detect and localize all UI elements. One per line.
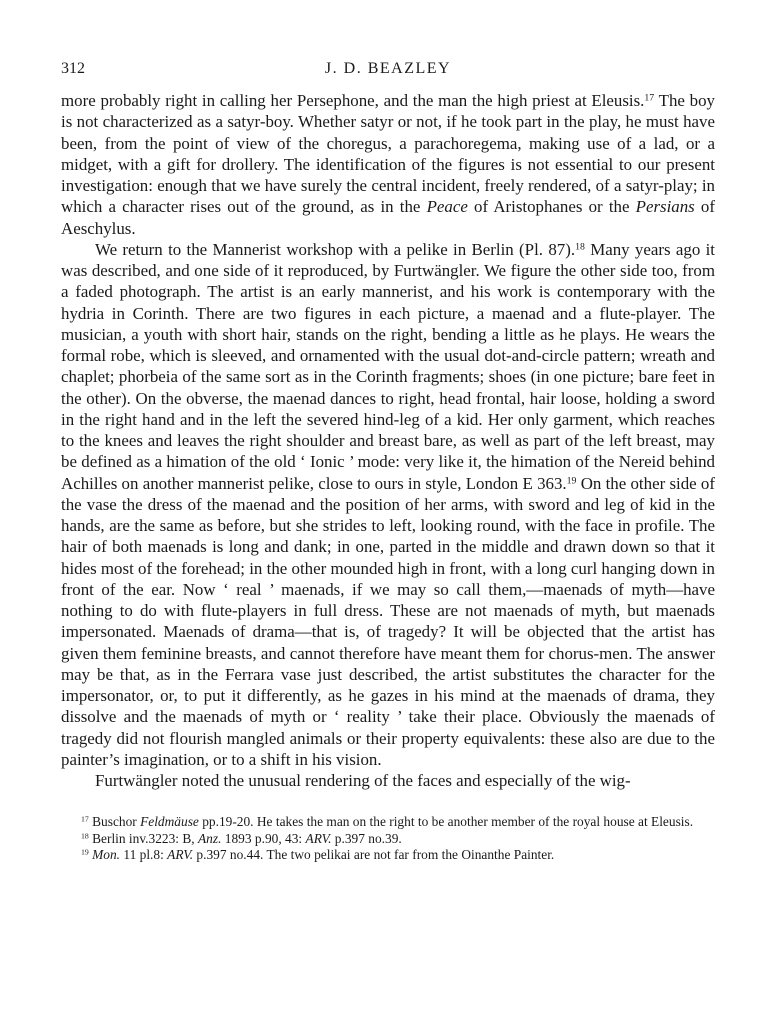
text-run: p.397 no.44. The two pelikai are not far from the Oinanthe Painter.	[193, 847, 555, 863]
text-run: 11 pl.8:	[120, 847, 168, 863]
italic-text: Peace	[426, 197, 468, 217]
italic-text: ARV.	[167, 847, 194, 863]
footnote-marker: 17	[644, 92, 655, 104]
text-run: of Aristophanes or the	[467, 197, 636, 217]
text-run: more probably right in calling her Persephone, and the man the high priest at Eleusis.	[61, 91, 645, 110]
paragraph	[61, 239, 715, 770]
footnote	[61, 831, 715, 848]
italic-text: Feldmäuse	[140, 814, 199, 830]
italic-text: Anz.	[198, 830, 222, 846]
footnote-marker: 17	[81, 814, 89, 824]
text-run: p.397 no.39.	[331, 830, 402, 846]
running-header	[61, 58, 715, 84]
italic-text: ARV.	[305, 830, 332, 846]
footnote-marker: 18	[575, 241, 585, 253]
text-run: The boy is not characterized as a satyr-boy. Whether satyr or not, if he took part in the play, he must have been, from the point of view of the choregus, a parachoregema, making use of a lad, or a midget, with a gift for drollery. The identification of the figures is not essential to our present investigation: enough that we have surely the central incident, freely rendered, of a satyr-play; in which a character rises out of the ground, as in the	[61, 91, 715, 217]
text-run: Many years ago it was described, and one side of it reproduced, by Furtwängler. We figure the other side too, from a faded photograph. The artist is an early mannerist, and his work is contemporary with the hydria in Corinth. There are two figures in each picture, a maenad and a flute-player. The musician, a youth with short hair, stands on the right, bending a little as he plays. He wears the formal robe, which is sleeved, and ornamented with the usual dot-and-circle pattern; wreath and chaplet; phorbeia of the same sort as in the Corinth fragments; shoes (in one picture; bare feet in the other). On the obverse, the maenad dances to right, head frontal, hair loose, holding a sword in the right hand and in the left the severed hind-leg of a kid. Her only garment, which reaches to the knees and leaves the right shoulder and breast bare, as well as part of the left breast, may be defined as a himation of the old ‘ Ionic ’ mode: very like it, the himation of the Nereid behind Achilles on another mannerist pelike, close to ours in style, London E 363.	[61, 239, 715, 493]
running-head-author: J. D. BEAZLEY	[324, 60, 452, 77]
page	[61, 58, 715, 864]
footnote	[61, 847, 715, 864]
footnotes	[61, 814, 715, 864]
text-run: We return to the Mannerist workshop with a pelike in Berlin (Pl. 87).	[95, 239, 576, 259]
italic-text: Mon.	[92, 847, 121, 863]
body-text	[61, 90, 715, 791]
footnote-marker: 19	[566, 475, 577, 487]
footnote	[61, 814, 715, 831]
text-run: Berlin inv.3223: B,	[88, 830, 198, 846]
text-run: pp.19-20. He takes the man on the right to be another member of the royal house at Eleusis.	[198, 814, 694, 830]
paragraph	[61, 770, 715, 791]
page-number: 312	[61, 60, 85, 77]
paragraph	[61, 90, 715, 239]
footnote-marker: 19	[81, 847, 89, 857]
footnote-marker: 18	[81, 831, 89, 841]
italic-text: Persians	[635, 197, 695, 217]
text-run: of Aeschylus.	[61, 197, 715, 238]
text-run: 1893 p.90, 43:	[221, 830, 306, 846]
text-run: On the other side of the vase the dress of the maenad and the position of her arms, with sword and leg of kid in the hands, are the same as before, but she strides to left, looking round, with the face in profile. The hair of both maenads is long and dank; in one, parted in the middle and drawn down so that it hides most of the forehead; in the other mounded high in front, with a long curl hanging down in front of the ear. Now ‘ real ’ maenads, if we may so call them,—maenads of myth—have nothing to do with flute-players in full dress. These are not maenads of myth, but maenads impersonated. Maenads of drama—that is, of tragedy? It will be objected that the artist has given them feminine breasts, and cannot therefore have meant them for chorus-men. The answer may be that, as in the Ferrara vase just described, the artist substitutes the character for the impersonator, or, to put it differently, as he gazes in his mind at the maenads of drama, they dissolve and the maenads of myth or ‘ reality ’ take their place. Obviously the maenads of tragedy did not flourish mangled animals or their property equivalents: these also are due to the painter’s imagination, or to a shift in his vision.	[61, 473, 715, 769]
text-run: Buschor	[88, 814, 141, 830]
text-run: Furtwängler noted the unusual rendering of the faces and especially of the wig-	[95, 771, 631, 790]
